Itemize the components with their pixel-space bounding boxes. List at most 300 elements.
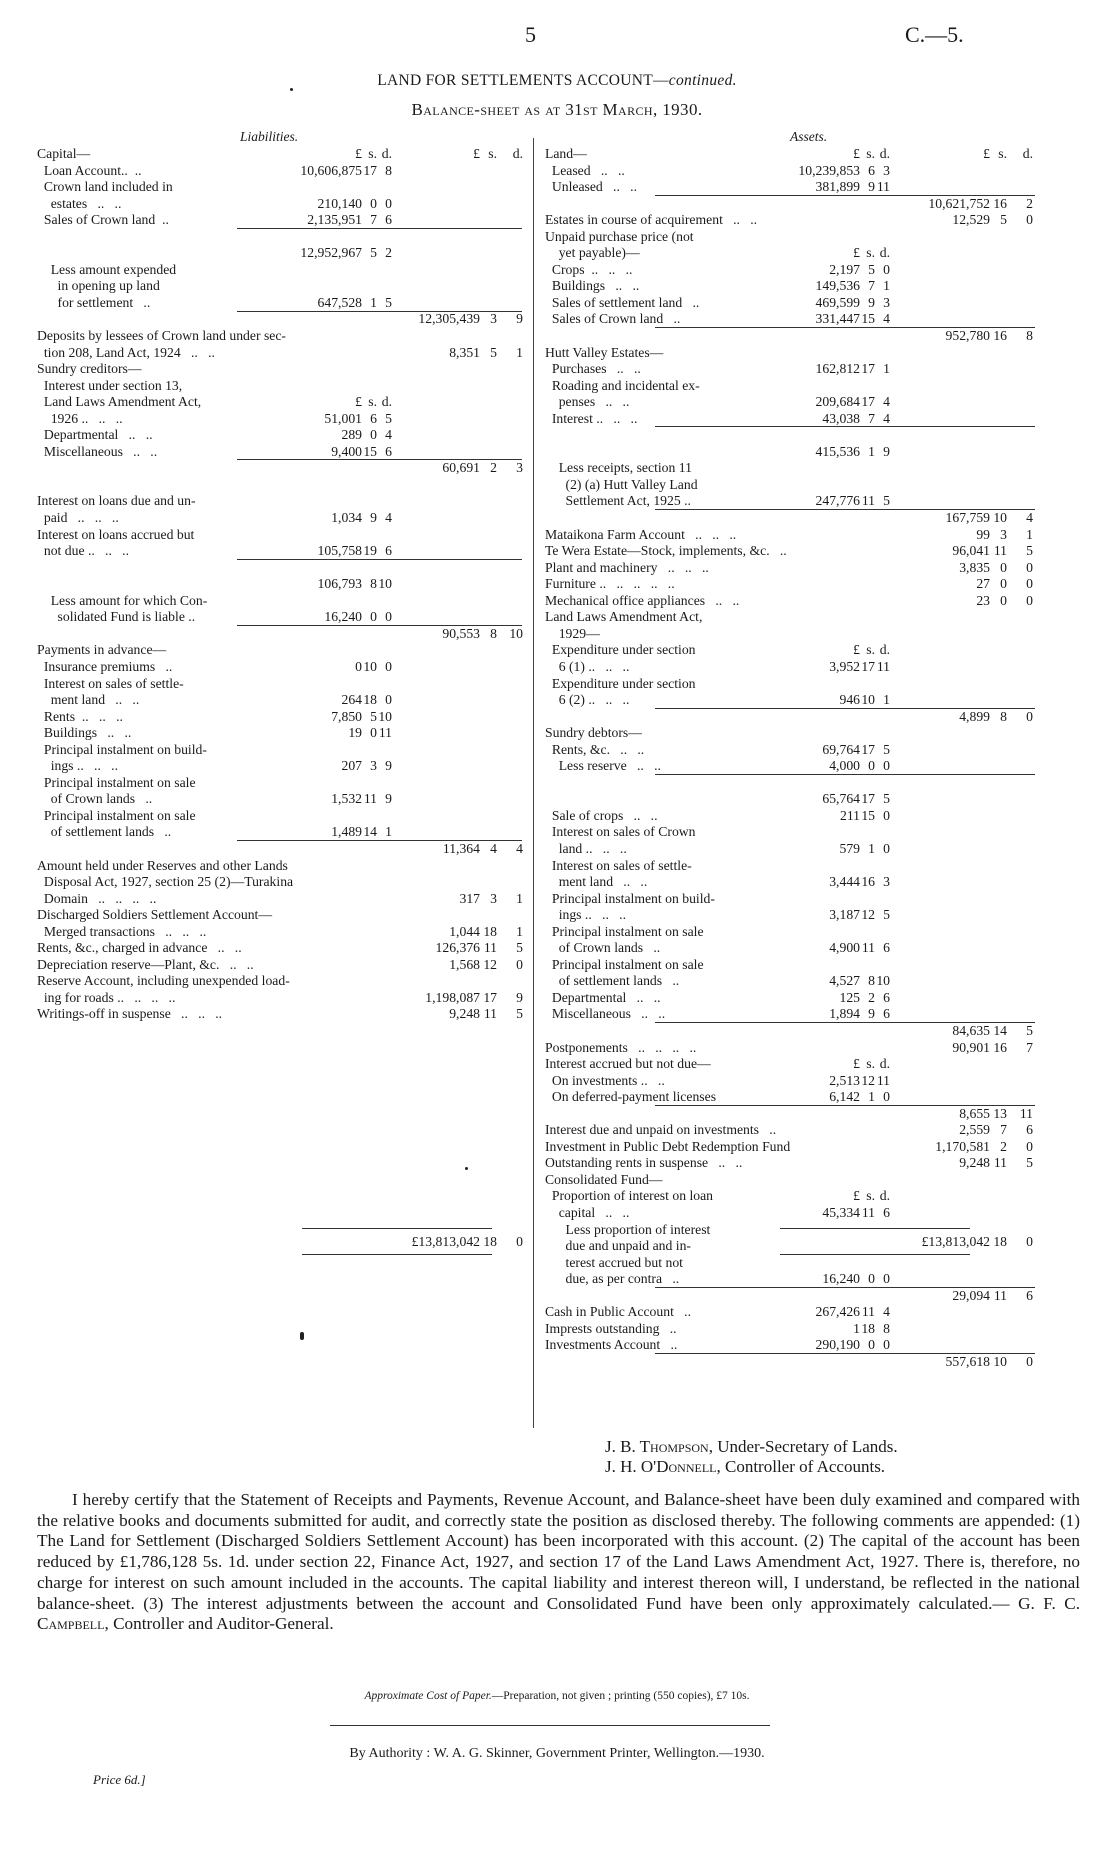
- outer-pounds: 27: [976, 576, 990, 592]
- inner-shillings: 15: [861, 311, 875, 327]
- row-label: Departmental .. ..: [545, 989, 661, 1005]
- ledger-row: [37, 146, 525, 163]
- row-label: Less receipts, section 11: [545, 460, 692, 476]
- row-label: not due .. .. ..: [37, 543, 130, 559]
- ledger-row: [545, 1122, 1035, 1139]
- row-label: of settlement lands ..: [545, 973, 680, 989]
- signer-name: J. B. Thompson,: [605, 1437, 713, 1456]
- outer-shillings: 18: [483, 923, 497, 939]
- row-label: Investment in Public Debt Redemption Fund: [545, 1138, 791, 1154]
- total-pounds: £13,813,042: [921, 1234, 990, 1249]
- inner-pence: 3: [883, 874, 890, 890]
- page-number: 5: [525, 22, 536, 47]
- inner-shillings: 7: [370, 212, 377, 228]
- inner-shillings: 12: [861, 1072, 875, 1088]
- row-label: Sales of Crown land ..: [37, 212, 169, 228]
- outer-shillings: 10: [993, 1353, 1007, 1369]
- ledger-row: [545, 196, 1035, 213]
- ledger-row: [37, 940, 525, 957]
- ledger-row: [37, 626, 525, 643]
- total-shillings: 18: [483, 1234, 497, 1249]
- row-label: Te Wera Estate—Stock, implements, &c. ..: [545, 543, 787, 559]
- row-label: solidated Fund is liable ..: [37, 609, 196, 625]
- inner-pounds: 415,536: [815, 443, 860, 459]
- title-continued: continued.: [668, 72, 737, 89]
- ledger-row: [545, 973, 1035, 990]
- inner-pounds: 207: [341, 758, 362, 774]
- row-label: Plant and machinery .. .. ..: [545, 559, 709, 575]
- ledger-row: [545, 229, 1035, 246]
- ledger-row: [545, 560, 1035, 577]
- inner-shillings: 18: [363, 692, 377, 708]
- inner-pounds: 7,850: [331, 708, 362, 724]
- outer-shillings: 14: [993, 1022, 1007, 1038]
- row-label: 6 (1) .. .. ..: [545, 658, 630, 674]
- inner-pence: 8: [385, 162, 392, 178]
- ledger-row: [545, 1089, 1035, 1106]
- outer-pence: 7: [1026, 1039, 1033, 1055]
- inner-pence: 0: [385, 658, 392, 674]
- ledger-row: [37, 990, 525, 1007]
- row-label: Domain .. .. .. ..: [37, 890, 157, 906]
- inner-shillings: 17: [363, 162, 377, 178]
- inner-pounds: £: [853, 1056, 860, 1072]
- inner-shillings: 15: [861, 807, 875, 823]
- inner-pence: 4: [883, 410, 890, 426]
- ledger-row: [545, 345, 1035, 362]
- inner-shillings: 5: [868, 261, 875, 277]
- inner-pounds: £: [853, 642, 860, 658]
- ledger-row: [545, 924, 1035, 941]
- inner-shillings: 11: [363, 791, 377, 807]
- ledger-row: [37, 1006, 525, 1023]
- row-label: Leased .. ..: [545, 162, 625, 178]
- inner-pence: 10: [378, 576, 392, 592]
- row-label: tion 208, Land Act, 1924 .. ..: [37, 344, 215, 360]
- inner-pounds: 290,190: [815, 1337, 860, 1353]
- total-rule-top: [302, 1228, 492, 1229]
- inner-pounds: 4,900: [829, 940, 860, 956]
- inner-pence: 5: [883, 741, 890, 757]
- signature-block: [605, 1437, 898, 1477]
- row-label: On investments .. ..: [545, 1072, 665, 1088]
- outer-pounds: 317: [459, 890, 480, 906]
- outer-pence: 10: [509, 625, 523, 641]
- row-label: Less amount for which Con-: [37, 592, 208, 608]
- ledger-row: [37, 742, 525, 759]
- ledger-row: [545, 361, 1035, 378]
- row-label: 1929—: [545, 625, 600, 641]
- ledger-row: [37, 510, 525, 527]
- inner-pounds: 125: [839, 989, 860, 1005]
- row-label: Proportion of interest on loan: [545, 1188, 714, 1204]
- ledger-row: [545, 758, 1035, 775]
- column-divider: [533, 138, 534, 1428]
- inner-pounds: £: [853, 245, 860, 261]
- inner-shillings: 15: [363, 443, 377, 459]
- outer-shillings: 7: [1000, 1122, 1007, 1138]
- inner-pence: 11: [876, 179, 890, 195]
- total-row: [545, 1234, 1035, 1251]
- total-rule-bottom: [302, 1254, 492, 1255]
- inner-pounds: 289: [341, 427, 362, 443]
- outer-pence: 6: [1026, 1287, 1033, 1303]
- row-label: Estates in course of acquirement .. ..: [545, 212, 758, 228]
- outer-pounds: 2,559: [959, 1122, 990, 1138]
- printer-authority: By Authority : W. A. G. Skinner, Government Printer, Wellington.—1930.: [349, 1746, 765, 1761]
- outer-pounds: 12,529: [952, 212, 990, 228]
- inner-pence: 3: [883, 162, 890, 178]
- inner-pounds: 579: [839, 840, 860, 856]
- outer-shillings: 11: [993, 543, 1007, 559]
- inner-shillings: 9: [868, 179, 875, 195]
- inner-pounds: 2,513: [829, 1072, 860, 1088]
- outer-shillings: 10: [993, 510, 1007, 526]
- ledger-row: [545, 460, 1035, 477]
- row-label: Amount held under Reserves and other Lands: [37, 857, 288, 873]
- row-label: Insurance premiums ..: [37, 658, 173, 674]
- inner-pence: 0: [385, 609, 392, 625]
- inner-pounds: 946: [839, 692, 860, 708]
- row-label: Less reserve .. ..: [545, 758, 661, 774]
- ledger-row: [37, 527, 525, 544]
- ledger-row: [37, 493, 525, 510]
- ledger-row: [37, 957, 525, 974]
- inner-pence: 6: [883, 940, 890, 956]
- ledger-row: [37, 609, 525, 626]
- inner-pence: 10: [876, 973, 890, 989]
- inner-pounds: 331,447: [815, 311, 860, 327]
- inner-pounds: 0: [355, 658, 362, 674]
- ledger-row: [545, 957, 1035, 974]
- row-label: Land Laws Amendment Act,: [37, 394, 202, 410]
- ledger-row: [545, 1073, 1035, 1090]
- row-label: Consolidated Fund—: [545, 1171, 663, 1187]
- outer-shillings: 0: [1000, 576, 1007, 592]
- row-label: Roading and incidental ex-: [545, 377, 700, 393]
- outer-pence: 0: [1026, 1353, 1033, 1369]
- ledger-row: [37, 179, 525, 196]
- ledger-row: [545, 1006, 1035, 1023]
- row-label: Interest on sales of Crown: [545, 824, 696, 840]
- inner-pounds: 12,952,967: [300, 245, 362, 261]
- outer-shillings: 8: [490, 625, 497, 641]
- page-subtitle: Balance-sheet as at 31st March, 1930.: [411, 100, 703, 119]
- outer-pounds: 23: [976, 592, 990, 608]
- row-label: Deposits by lessees of Crown land under sec-: [37, 328, 286, 344]
- row-label: On deferred-payment licenses: [545, 1089, 717, 1105]
- cost-text: —Preparation, not given ; printing (550 copies), £7 10s.: [491, 1690, 750, 1702]
- ledger-row: [37, 361, 525, 378]
- inner-pounds: 6,142: [829, 1089, 860, 1105]
- row-label: Interest on loans accrued but: [37, 526, 195, 542]
- inner-pounds: 2,197: [829, 261, 860, 277]
- outer-pence: 0: [1026, 592, 1033, 608]
- ledger-row: [37, 841, 525, 858]
- inner-pence: 5: [883, 791, 890, 807]
- ledger-row: [37, 378, 525, 395]
- ledger-row: [545, 212, 1035, 229]
- outer-pence: 3: [516, 460, 523, 476]
- row-label: penses .. ..: [545, 394, 630, 410]
- ledger-row: [545, 858, 1035, 875]
- row-label: Settlement Act, 1925 ..: [545, 493, 691, 509]
- outer-pence: 2: [1026, 195, 1033, 211]
- inner-shillings: 7: [868, 278, 875, 294]
- ledger-row: [37, 758, 525, 775]
- inner-shillings: 0: [370, 427, 377, 443]
- inner-pence: 4: [883, 1304, 890, 1320]
- outer-shillings: 12: [483, 956, 497, 972]
- ledger-row: [545, 245, 1035, 262]
- inner-shillings: 19: [363, 543, 377, 559]
- row-label: 1926 .. .. ..: [37, 410, 123, 426]
- row-label: Unleased .. ..: [545, 179, 637, 195]
- inner-pence: d.: [879, 1056, 890, 1072]
- inner-shillings: 17: [861, 361, 875, 377]
- row-label: Capital—: [37, 146, 91, 161]
- inner-pence: 6: [883, 989, 890, 1005]
- inner-pounds: 45,334: [822, 1205, 860, 1220]
- ledger-row: [545, 378, 1035, 395]
- row-label: Principal instalment on sale: [545, 923, 704, 939]
- liabilities-heading: Liabilities.: [240, 129, 299, 144]
- inner-pounds: 65,764: [822, 791, 860, 807]
- inner-pence: d.: [879, 642, 890, 658]
- outer-pounds: 90,553: [442, 625, 480, 641]
- inner-pence: 10: [378, 708, 392, 724]
- row-label: ment land .. ..: [37, 692, 140, 708]
- signer-title: Controller of Accounts.: [720, 1457, 886, 1476]
- ledger-row: [37, 891, 525, 908]
- inner-pence: 11: [876, 1072, 890, 1088]
- outer-pounds: 1,568: [449, 956, 480, 972]
- auditor-name: G. F. C. Campbell,: [37, 1593, 1081, 1634]
- inner-pounds: 381,899: [815, 179, 860, 195]
- inner-shillings: s.: [866, 642, 875, 658]
- ledger-row: [545, 262, 1035, 279]
- inner-pence: 4: [883, 394, 890, 410]
- inner-pounds: 149,536: [815, 278, 860, 294]
- ledger-row: [545, 1255, 1035, 1272]
- inner-pounds: 1,532: [331, 791, 362, 807]
- outer-shillings: 13: [993, 1105, 1007, 1121]
- outer-shillings: 11: [993, 1287, 1007, 1303]
- outer-pounds: 3,835: [959, 559, 990, 575]
- row-label: Mechanical office appliances .. ..: [545, 592, 740, 608]
- inner-shillings: 17: [861, 791, 875, 807]
- row-label: for settlement ..: [37, 294, 151, 310]
- outer-shillings: 16: [993, 1039, 1007, 1055]
- inner-shillings: s.: [866, 1056, 875, 1072]
- ledger-row: [545, 146, 1035, 163]
- inner-shillings: 17: [861, 394, 875, 410]
- ledger-row: [545, 907, 1035, 924]
- ledger-row: [37, 659, 525, 676]
- inner-shillings: 10: [861, 692, 875, 708]
- ledger-row: [545, 1288, 1035, 1305]
- row-label: Merged transactions .. .. ..: [37, 923, 207, 939]
- outer-pounds: 60,691: [442, 460, 480, 476]
- row-label: 6 (2) .. .. ..: [545, 692, 630, 708]
- row-label: Postponements .. .. .. ..: [545, 1039, 697, 1055]
- inner-pounds: 209,684: [815, 394, 860, 410]
- inner-pence: 9: [385, 791, 392, 807]
- row-label: Principal instalment on build-: [545, 890, 715, 906]
- ledger-row: [545, 328, 1035, 345]
- outer-pounds: 29,094: [952, 1287, 990, 1303]
- ledger-row: [545, 477, 1035, 494]
- inner-pence: 6: [385, 543, 392, 559]
- ledger-row: [37, 858, 525, 875]
- total-pence: 0: [516, 1234, 523, 1249]
- outer-shillings: 11: [993, 1155, 1007, 1171]
- row-label: Disposal Act, 1927, section 25 (2)—Turakina: [37, 874, 294, 890]
- ledger-row: [37, 543, 525, 560]
- row-label: terest accrued but not: [545, 1254, 683, 1270]
- inner-pence: 11: [378, 725, 392, 741]
- ledger-row: [37, 245, 525, 262]
- outer-pence: 4: [516, 840, 523, 856]
- ledger-row: [545, 742, 1035, 759]
- outer-pence: 0: [516, 956, 523, 972]
- total-rule-top: [780, 1228, 970, 1229]
- inner-pounds: £: [853, 146, 860, 161]
- ledger-row: [545, 1321, 1035, 1338]
- outer-pounds: 96,041: [952, 543, 990, 559]
- ledger-row: [37, 212, 525, 229]
- outer-shillings: 11: [483, 940, 497, 956]
- ledger-row: [545, 659, 1035, 676]
- row-label: Rents, &c. .. ..: [545, 741, 645, 757]
- inner-pounds: 267,426: [815, 1304, 860, 1320]
- inner-pence: 5: [883, 493, 890, 509]
- inner-shillings: 3: [370, 758, 377, 774]
- inner-shillings: 17: [861, 741, 875, 757]
- outer-pence: 5: [516, 940, 523, 956]
- inner-pence: 3: [883, 294, 890, 310]
- row-label: Interest on sales of settle-: [37, 675, 184, 691]
- outer-pounds: 10,621,752: [928, 195, 990, 211]
- ledger-row: [545, 1354, 1035, 1371]
- inner-pence: 6: [883, 1205, 890, 1220]
- ledger-row: [37, 444, 525, 461]
- outer-pence: 1: [516, 923, 523, 939]
- outer-pounds: 4,899: [959, 708, 990, 724]
- row-label: Loan Account.. ..: [37, 162, 142, 178]
- total-pounds: £13,813,042: [411, 1234, 480, 1249]
- inner-pence: d.: [879, 245, 890, 261]
- row-label: ings .. .. ..: [37, 758, 118, 774]
- ledger-row: [545, 725, 1035, 742]
- ledger-row: [545, 394, 1035, 411]
- outer-pence: 5: [1026, 1022, 1033, 1038]
- ledger-row: [545, 527, 1035, 544]
- outer-shillings: 17: [483, 989, 497, 1005]
- row-label: Principal instalment on sale: [37, 774, 196, 790]
- total-pence: 0: [1026, 1234, 1033, 1249]
- outer-pence: 6: [1026, 1122, 1033, 1138]
- inner-shillings: 11: [861, 940, 875, 956]
- row-label: Unpaid purchase price (not: [545, 228, 694, 244]
- total-row: [37, 1234, 525, 1251]
- row-label: Investments Account ..: [545, 1337, 678, 1353]
- outer-pounds: 1,044: [449, 923, 480, 939]
- ledger-row: [545, 493, 1035, 510]
- inner-shillings: 5: [370, 245, 377, 261]
- inner-shillings: 0: [370, 725, 377, 741]
- inner-pounds: 4,527: [829, 973, 860, 989]
- inner-pence: 0: [385, 692, 392, 708]
- ledger-row: [545, 1155, 1035, 1172]
- ledger-row: [37, 642, 525, 659]
- inner-shillings: 9: [868, 294, 875, 310]
- outer-pounds: 8,655: [959, 1105, 990, 1121]
- inner-shillings: s.: [368, 394, 377, 410]
- inner-pence: 0: [883, 1337, 890, 1353]
- inner-pounds: 211: [839, 807, 860, 823]
- inner-pounds: 1,034: [331, 510, 362, 526]
- inner-pence: 4: [385, 510, 392, 526]
- inner-shillings: 16: [861, 874, 875, 890]
- row-label: Mataikona Farm Account .. .. ..: [545, 526, 737, 542]
- ledger-row: [37, 311, 525, 328]
- speck: [300, 1332, 304, 1340]
- inner-pounds: 10,239,853: [798, 162, 860, 178]
- inner-shillings: 1: [868, 840, 875, 856]
- row-label: Interest under section 13,: [37, 377, 183, 393]
- inner-shillings: 0: [868, 1337, 875, 1353]
- ledger-row: [545, 1205, 1035, 1222]
- outer-pence: 0: [1026, 708, 1033, 724]
- outer-shillings: s.: [998, 146, 1007, 161]
- inner-pence: 0: [883, 807, 890, 823]
- inner-shillings: 1: [370, 294, 377, 310]
- row-label: Sales of Crown land ..: [545, 311, 681, 327]
- inner-pence: 11: [876, 658, 890, 674]
- outer-pounds: 90,901: [952, 1039, 990, 1055]
- outer-pounds: 9,248: [959, 1155, 990, 1171]
- inner-shillings: 0: [370, 195, 377, 211]
- ledger-row: [37, 196, 525, 213]
- row-label: Principal instalment on sale: [545, 956, 704, 972]
- ledger-row: [37, 924, 525, 941]
- inner-pounds: £: [355, 146, 362, 161]
- outer-shillings: 0: [1000, 592, 1007, 608]
- inner-shillings: 1: [868, 1089, 875, 1105]
- outer-shillings: 4: [490, 840, 497, 856]
- row-label: Interest on loans due and un-: [37, 493, 196, 509]
- inner-pounds: 1: [853, 1320, 860, 1336]
- inner-pounds: 2,135,951: [307, 212, 362, 228]
- ledger-row: [545, 1106, 1035, 1123]
- inner-shillings: 2: [868, 989, 875, 1005]
- ledger-row: [545, 609, 1035, 626]
- inner-pence: 9: [385, 758, 392, 774]
- ledger-row: [37, 477, 525, 494]
- ledger-row: [37, 163, 525, 180]
- inner-shillings: 7: [868, 410, 875, 426]
- outer-pence: 0: [1026, 1138, 1033, 1154]
- outer-pence: 11: [1019, 1105, 1033, 1121]
- inner-shillings: 11: [861, 1304, 875, 1320]
- ledger-row: [37, 262, 525, 279]
- ledger-row: [545, 295, 1035, 312]
- outer-shillings: 0: [1000, 559, 1007, 575]
- row-label: Imprests outstanding ..: [545, 1320, 677, 1336]
- row-label: Rents, &c., charged in advance .. ..: [37, 940, 242, 956]
- outer-pence: 5: [1026, 1155, 1033, 1171]
